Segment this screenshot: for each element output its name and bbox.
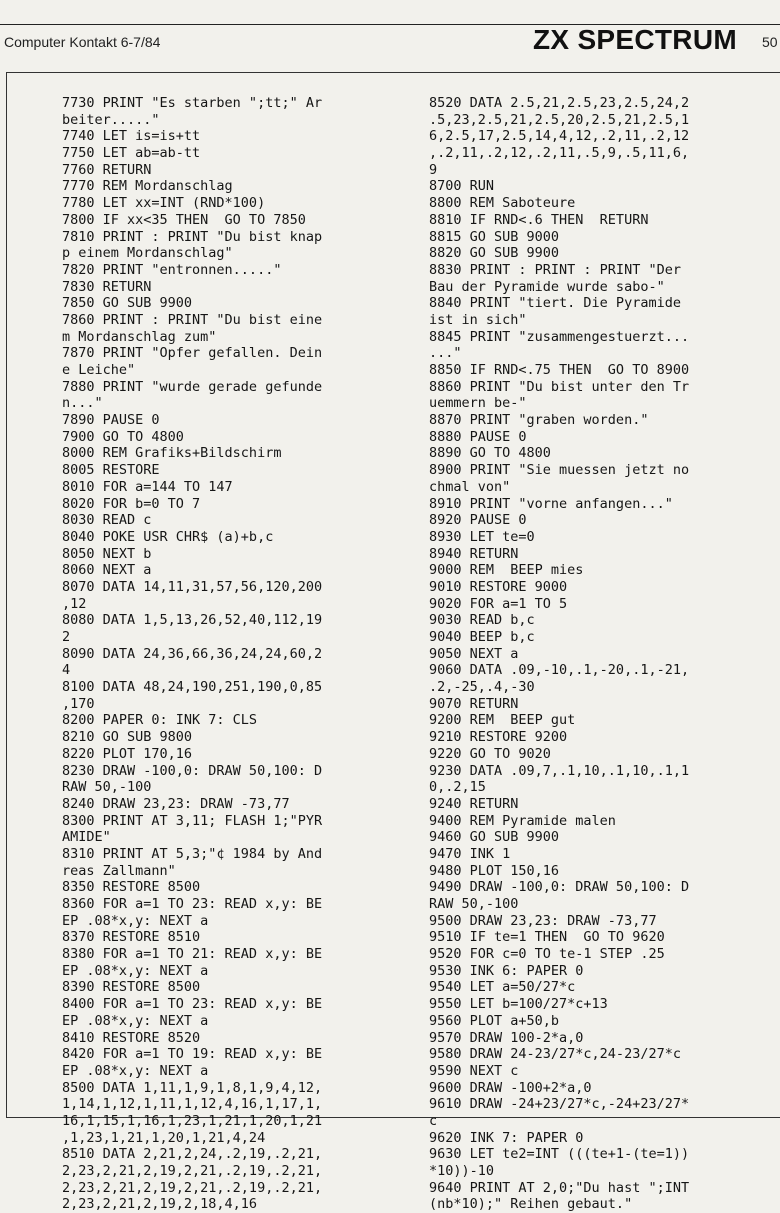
code-line: 8030 READ c — [62, 512, 152, 529]
code-line: 8080 DATA 1,5,13,26,52,40,112,19 — [62, 612, 323, 629]
page-number: 50 — [762, 34, 778, 50]
code-line: 8040 POKE USR CHR$ (a)+b,c — [62, 528, 274, 545]
code-line: 6,2.5,17,2.5,14,4,12,.2,11,.2,12 — [429, 128, 690, 145]
code-line: 8010 FOR a=144 TO 147 — [62, 478, 233, 495]
code-line: uemmern be-" — [429, 395, 527, 412]
code-line: 9050 NEXT a — [429, 645, 519, 662]
code-line: 9220 GO TO 9020 — [429, 745, 551, 762]
listing-column-right — [429, 95, 689, 1213]
code-line: 8360 FOR a=1 TO 23: READ x,y: BE — [62, 896, 323, 912]
code-line: 8070 DATA 14,11,31,57,56,120,200 — [62, 578, 323, 595]
code-line: 7780 LET xx=INT (RND*100) — [62, 195, 266, 212]
code-line: 8900 PRINT "Sie muessen jetzt no — [429, 462, 690, 479]
code-line: 8840 PRINT "tiert. Die Pyramide — [429, 295, 681, 312]
code-line: 9240 RETURN — [429, 795, 519, 812]
code-line: 8920 PAUSE 0 — [429, 512, 527, 529]
code-line: 8420 FOR a=1 TO 19: READ x,y: BE — [62, 1046, 323, 1063]
code-line: 9600 DRAW -100+2*a,0 — [429, 1079, 592, 1096]
code-line: 8090 DATA 24,36,66,36,24,24,60,2 — [62, 645, 323, 662]
code-line: 8890 GO TO 4800 — [429, 445, 551, 462]
code-line: 9580 DRAW 24-23/27*c,24-23/27*c — [429, 1046, 681, 1063]
magazine-issue: Computer Kontakt 6-7/84 — [4, 34, 161, 50]
section-title: ZX SPECTRUM — [533, 24, 737, 55]
code-line: 8700 RUN — [429, 178, 495, 195]
code-line: 1,14,1,12,1,11,1,12,4,16,1,17,1, — [62, 1096, 323, 1113]
code-line: beiter....." — [62, 111, 160, 128]
code-line: (nb*10);" Reihen gebaut." — [429, 1196, 633, 1213]
code-line: .5,23,2.5,21,2.5,20,2.5,21,2.5,1 — [429, 111, 690, 128]
code-line: 7880 PRINT "wurde gerade gefunde — [62, 378, 323, 395]
code-line: 7750 LET ab=ab-tt — [62, 145, 201, 162]
code-line: 8910 PRINT "vorne anfangen..." — [429, 495, 673, 512]
code-line: 8845 PRINT "zusammengestuerzt... — [429, 328, 690, 345]
code-line: c — [429, 1112, 438, 1129]
code-line: 9000 REM BEEP mies — [429, 562, 584, 579]
code-line: 9010 RESTORE 9000 — [429, 578, 568, 595]
code-line: ,1,23,1,21,1,20,1,21,4,24 — [62, 1129, 266, 1146]
code-line: 8050 NEXT b — [62, 545, 152, 562]
code-line: 8240 DRAW 23,23: DRAW -73,77 — [62, 795, 290, 812]
code-line: 7820 PRINT "entronnen....." — [62, 261, 282, 278]
code-line: AMIDE" — [62, 829, 111, 846]
code-line: RAW 50,-100 — [62, 779, 152, 796]
code-line: 8350 RESTORE 8500 — [62, 879, 201, 896]
code-line: 7850 GO SUB 9900 — [62, 295, 193, 312]
code-line: EP .08*x,y: NEXT a — [62, 912, 209, 929]
code-line: 9520 FOR c=0 TO te-1 STEP .25 — [429, 946, 665, 963]
code-line: ..." — [429, 345, 462, 362]
code-line: 8410 RESTORE 8520 — [62, 1029, 201, 1046]
code-line: 9640 PRINT AT 2,0;"Du hast ";INT — [429, 1179, 690, 1196]
code-line: 9400 REM Pyramide malen — [429, 812, 616, 829]
code-line: 8510 DATA 2,21,2,24,.2,19,.2,21, — [62, 1146, 323, 1163]
code-line: reas Zallmann" — [62, 862, 176, 879]
code-line: ,12 — [62, 595, 87, 612]
code-line: 7870 PRINT "Opfer gefallen. Dein — [62, 345, 323, 362]
code-line: 9590 NEXT c — [429, 1062, 519, 1079]
code-line: 8870 PRINT "graben worden." — [429, 412, 649, 429]
code-line: 8020 FOR b=0 TO 7 — [62, 495, 201, 512]
code-line: m Mordanschlag zum" — [62, 328, 217, 345]
code-line: 9210 RESTORE 9200 — [429, 729, 568, 746]
code-line: 8830 PRINT : PRINT : PRINT "Der — [429, 261, 681, 278]
code-line: 8210 GO SUB 9800 — [62, 729, 193, 746]
code-line: 16,1,15,1,16,1,23,1,21,1,20,1,21 — [62, 1112, 323, 1129]
code-line: 8310 PRINT AT 5,3;"¢ 1984 by And — [62, 845, 323, 862]
code-line: p einem Mordanschlag" — [62, 245, 233, 262]
code-line: 8200 PAPER 0: INK 7: CLS — [62, 712, 258, 729]
code-line: 8820 GO SUB 9900 — [429, 245, 560, 262]
code-line: 8860 PRINT "Du bist unter den Tr — [429, 378, 690, 395]
code-line: e Leiche" — [62, 362, 136, 378]
code-line: EP .08*x,y: NEXT a — [62, 1012, 209, 1029]
code-line: 2 — [62, 629, 71, 645]
code-line: 8220 PLOT 170,16 — [62, 745, 193, 762]
code-line: 9500 DRAW 23,23: DRAW -73,77 — [429, 912, 657, 929]
code-line: 8400 FOR a=1 TO 23: READ x,y: BE — [62, 996, 323, 1013]
code-line: 9630 LET te2=INT (((te+1-(te=1)) — [429, 1146, 690, 1163]
code-line: chmal von" — [429, 478, 511, 495]
code-line: 8390 RESTORE 8500 — [62, 979, 201, 996]
code-line: 8800 REM Saboteure — [429, 195, 576, 212]
code-line: *10))-10 — [429, 1163, 495, 1179]
code-line: 0,.2,15 — [429, 779, 486, 796]
code-line: 9470 INK 1 — [429, 845, 511, 862]
code-line: 7740 LET is=is+tt — [62, 128, 201, 145]
code-line: 9030 READ b,c — [429, 612, 535, 629]
code-line: 9610 DRAW -24+23/27*c,-24+23/27* — [429, 1096, 690, 1113]
code-line: 8520 DATA 2.5,21,2.5,23,2.5,24,2 — [429, 95, 690, 111]
code-line: 8380 FOR a=1 TO 21: READ x,y: BE — [62, 946, 323, 963]
code-line: 9560 PLOT a+50,b — [429, 1012, 560, 1029]
code-line: 8005 RESTORE — [62, 462, 160, 479]
code-line: 9460 GO SUB 9900 — [429, 829, 560, 846]
code-line: ,170 — [62, 695, 95, 712]
code-line: 7760 RETURN — [62, 161, 152, 178]
code-line: 2,23,2,21,2,19,2,21,.2,19,.2,21, — [62, 1163, 323, 1179]
code-line: 8815 GO SUB 9000 — [429, 228, 560, 245]
code-line: 8810 IF RND<.6 THEN RETURN — [429, 211, 649, 228]
code-line: 9070 RETURN — [429, 695, 519, 712]
code-line: 8880 PAUSE 0 — [429, 428, 527, 445]
code-line: RAW 50,-100 — [429, 896, 519, 912]
code-line: 7810 PRINT : PRINT "Du bist knap — [62, 228, 323, 245]
code-line: 8100 DATA 48,24,190,251,190,0,85 — [62, 679, 323, 696]
code-line: Bau der Pyramide wurde sabo-" — [429, 278, 665, 295]
code-line: 4 — [62, 662, 71, 679]
code-line: n..." — [62, 395, 103, 412]
code-line: 7830 RETURN — [62, 278, 152, 295]
code-line: 9550 LET b=100/27*c+13 — [429, 996, 608, 1013]
code-line: ist in sich" — [429, 311, 527, 328]
code-line: 9060 DATA .09,-10,.1,-20,.1,-21, — [429, 662, 690, 679]
code-line: 8230 DRAW -100,0: DRAW 50,100: D — [62, 762, 323, 779]
code-line: EP .08*x,y: NEXT a — [62, 1062, 209, 1079]
code-line: 8930 LET te=0 — [429, 528, 535, 545]
code-line: 9 — [429, 161, 438, 178]
code-line: 2,23,2,21,2,19,2,21,.2,19,.2,21, — [62, 1179, 323, 1196]
code-line: 7890 PAUSE 0 — [62, 412, 160, 429]
code-line: EP .08*x,y: NEXT a — [62, 962, 209, 979]
code-line: .2,-25,.4,-30 — [429, 679, 535, 696]
code-line: 9540 LET a=50/27*c — [429, 979, 576, 996]
code-line: 9480 PLOT 150,16 — [429, 862, 560, 879]
code-line: 9570 DRAW 100-2*a,0 — [429, 1029, 584, 1046]
code-line: ,.2,11,.2,12,.2,11,.5,9,.5,11,6, — [429, 145, 690, 162]
code-line: 8850 IF RND<.75 THEN GO TO 8900 — [429, 362, 690, 378]
code-line: 9230 DATA .09,7,.1,10,.1,10,.1,1 — [429, 762, 690, 779]
code-line: 9510 IF te=1 THEN GO TO 9620 — [429, 929, 665, 946]
code-line: 9530 INK 6: PAPER 0 — [429, 962, 584, 979]
code-line: 8370 RESTORE 8510 — [62, 929, 201, 946]
code-line: 7900 GO TO 4800 — [62, 428, 184, 445]
code-line: 7860 PRINT : PRINT "Du bist eine — [62, 311, 323, 328]
code-line: 8940 RETURN — [429, 545, 519, 562]
code-line: 8500 DATA 1,11,1,9,1,8,1,9,4,12, — [62, 1079, 323, 1096]
listing-column-left — [62, 95, 322, 1213]
code-line: 8060 NEXT a — [62, 562, 152, 579]
code-line: 7770 REM Mordanschlag — [62, 178, 233, 195]
code-line: 8300 PRINT AT 3,11; FLASH 1;"PYR — [62, 812, 323, 829]
code-line: 9490 DRAW -100,0: DRAW 50,100: D — [429, 879, 690, 896]
code-line: 9200 REM BEEP gut — [429, 712, 576, 729]
code-line: 7730 PRINT "Es starben ";tt;" Ar — [62, 95, 323, 111]
code-line: 9020 FOR a=1 TO 5 — [429, 595, 568, 612]
code-line: 2,23,2,21,2,19,2,18,4,16 — [62, 1196, 258, 1213]
code-line: 7800 IF xx<35 THEN GO TO 7850 — [62, 211, 306, 228]
code-line: 8000 REM Grafiks+Bildschirm — [62, 445, 282, 462]
code-line: 9040 BEEP b,c — [429, 629, 535, 645]
code-line: 9620 INK 7: PAPER 0 — [429, 1129, 584, 1146]
